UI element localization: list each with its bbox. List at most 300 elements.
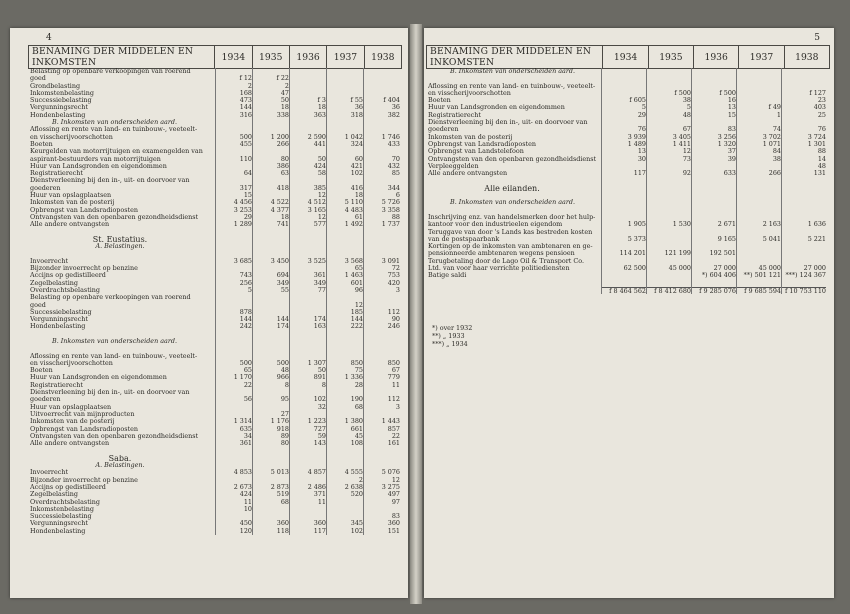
row-label: Dienstverleening bij den in-, uit- en doorvoer van (428, 119, 588, 127)
row-label: Kortingen op de inkomsten van ambtenaren en ge- (428, 243, 593, 251)
cell-value: 966 (276, 373, 289, 382)
cell-value: 1 301 (807, 139, 826, 148)
revenue-table-body (428, 68, 830, 294)
cell-value: 5 013 (270, 468, 289, 477)
row-label: Batige saldi (428, 272, 467, 280)
cell-value: 2 (358, 475, 363, 484)
table-row (428, 170, 830, 177)
cell-value: 74 (772, 125, 781, 134)
cell-value: 1 443 (381, 417, 400, 426)
cell-value: 15 (243, 191, 252, 200)
header-title: BENAMING DER MIDDELEN EN INKOMSTEN (29, 46, 215, 69)
cell-value: 63 (280, 169, 289, 178)
row-label: Aflossing en rente van land- en tuinbouw-, veeteelt- (30, 126, 198, 134)
cell-value: 168 (239, 88, 252, 97)
cell-value: 1 170 (233, 373, 252, 382)
cell-value: 95 (280, 395, 289, 404)
cell-value: 5 110 (344, 198, 363, 207)
cell-value: 520 (350, 490, 363, 499)
cell-value: f 9 285 076 (692, 287, 736, 295)
row-label: Huur van Landsgronden en eigendommen (30, 374, 167, 382)
row-label: Hondenbelasting (30, 323, 86, 331)
row-label: aspirant-bestuurders van motorrijtuigen (30, 155, 161, 163)
row-label: Hondenbelasting (30, 527, 86, 535)
table-row (30, 345, 402, 352)
row-label: Inkomsten van de posterij (30, 418, 115, 426)
cell-value: 3 (395, 285, 400, 294)
cell-value: f 127 (809, 88, 826, 97)
column-rule (252, 68, 253, 535)
row-label: Boeten (30, 140, 53, 148)
cell-value: 338 (276, 110, 289, 119)
row-label: A. Belastingen. (95, 243, 145, 251)
column-rule (736, 68, 737, 294)
cell-value: 37 (727, 147, 736, 156)
table-row (428, 221, 830, 228)
row-label: Huur van Landsgronden en eigendommen (30, 162, 167, 170)
cell-value: f 605 (629, 96, 646, 105)
row-label: Keurgelden van motorrijtuigen en examengelden van (30, 148, 203, 156)
footnote: ***) „ 1934 (432, 340, 468, 348)
cell-value: 741 (276, 220, 289, 229)
row-label: Invoerrecht (30, 469, 69, 477)
cell-value: 497 (387, 490, 400, 499)
cell-value: 61 (354, 212, 363, 221)
cell-value: 2 671 (717, 220, 736, 229)
table-header (426, 45, 830, 69)
table-row (428, 104, 830, 111)
cell-value: 4 483 (344, 205, 363, 214)
cell-value: 27 (280, 409, 289, 418)
header-year: 1935 (252, 46, 289, 69)
cell-value: 4 857 (307, 468, 326, 477)
row-label: Hondenbelasting (30, 111, 86, 119)
cell-value: 1 071 (762, 139, 781, 148)
cell-value: 4 555 (344, 468, 363, 477)
cell-value: 266 (768, 169, 781, 178)
row-label: Dienstverleening bij den in-, uit- en doorvoer van (30, 177, 190, 185)
cell-value: 48 (280, 366, 289, 375)
cell-value: 11 (391, 380, 400, 389)
cell-value: 121 199 (664, 249, 691, 258)
row-label: A. Belastingen. (95, 462, 145, 470)
cell-value: 3 939 (627, 132, 646, 141)
row-label: Opbrengst van Landsradioposten (30, 425, 138, 433)
cell-value: 56 (243, 395, 252, 404)
cell-value: 18 (280, 212, 289, 221)
cell-value: 25 (817, 110, 826, 119)
column-rule (691, 68, 692, 294)
cell-value: 39 (727, 154, 736, 163)
row-label: Successiebelasting (30, 308, 92, 316)
cell-value: 1 336 (344, 373, 363, 382)
cell-value: 416 (350, 183, 363, 192)
cell-value: 363 (313, 110, 326, 119)
cell-value: f 10 753 110 (782, 287, 826, 295)
cell-value: 30 (637, 154, 646, 163)
cell-value: 256 (239, 278, 252, 287)
cell-value: 424 (313, 161, 326, 170)
row-label: Inkomstenbelasting (30, 505, 94, 513)
row-label: B. Inkomsten van onderscheiden aard. (52, 337, 178, 345)
cell-value: 112 (387, 307, 400, 316)
cell-value: 694 (276, 271, 289, 280)
row-label: Belasting op openbare verkoopingen van roerend (30, 68, 191, 75)
cell-value: f 22 (276, 74, 289, 83)
cell-value: 38 (772, 154, 781, 163)
cell-value: f 404 (383, 96, 400, 105)
cell-value: 97 (391, 497, 400, 506)
page-number: 4 (46, 33, 52, 43)
row-label: pensionneerde ambtenaren wegens pensioen (428, 250, 575, 258)
cell-value: 266 (276, 139, 289, 148)
row-label: St. Eustatius. (92, 235, 148, 244)
cell-value: 59 (317, 431, 326, 440)
cell-value: 32 (317, 402, 326, 411)
cell-value: 92 (682, 169, 691, 178)
table-row (30, 185, 402, 192)
cell-value: 15 (727, 110, 736, 119)
cell-value: 89 (280, 431, 289, 440)
row-label: B. Inkomsten van onderscheiden aard. (450, 68, 576, 75)
cell-value: 161 (387, 439, 400, 448)
cell-value: 16 (727, 96, 736, 105)
cell-value: 418 (276, 183, 289, 192)
row-label: Boeten (428, 97, 451, 105)
row-label: Teruggave van door 's Lands kas bestreden kosten (428, 228, 593, 236)
cell-value: 29 (637, 110, 646, 119)
cell-value: 5 (686, 103, 691, 112)
cell-value: 102 (350, 169, 363, 178)
cell-value: 58 (317, 169, 326, 178)
cell-value: f 500 (719, 88, 736, 97)
cell-value: 22 (243, 380, 252, 389)
cell-value: 1 530 (672, 220, 691, 229)
cell-value: 190 (350, 395, 363, 404)
cell-value: 13 (637, 147, 646, 156)
cell-value: 45 000 (758, 264, 781, 273)
cell-value: 3 724 (807, 132, 826, 141)
row-label: Alle eilanden. (484, 184, 540, 193)
cell-value: 38 (682, 96, 691, 105)
cell-value: 117 (313, 526, 326, 535)
cell-value: 3 275 (381, 482, 400, 491)
cell-value: f 49 (768, 103, 781, 112)
cell-value: 441 (313, 139, 326, 148)
cell-value: 500 (276, 358, 289, 367)
footnotes (432, 324, 472, 348)
cell-value: 2 638 (344, 482, 363, 491)
cell-value: f 8 464 562 (602, 287, 646, 295)
cell-value: 108 (350, 439, 363, 448)
row-label: B. Inkomsten van onderscheiden aard. (450, 199, 576, 207)
table-row (30, 119, 402, 126)
table-row (30, 177, 402, 184)
column-rule (326, 68, 327, 535)
cell-value: 382 (387, 110, 400, 119)
cell-value: 72 (391, 264, 400, 273)
row-label: Zegelbelasting (30, 491, 78, 499)
cell-value: 2 163 (762, 220, 781, 229)
cell-value: 661 (350, 424, 363, 433)
cell-value: 1 320 (717, 139, 736, 148)
cell-value: 88 (817, 147, 826, 156)
cell-value: 174 (276, 322, 289, 331)
table-row (30, 499, 402, 506)
table-row (428, 148, 830, 155)
table-row (30, 418, 402, 425)
row-label: Ontvangsten van den openbaren gezondheidsdienst (30, 432, 199, 440)
table-row (428, 272, 830, 279)
cell-value: 2 (284, 81, 289, 90)
table-row (428, 177, 830, 184)
cell-value: 3 405 (672, 132, 691, 141)
row-label: B. Inkomsten van onderscheiden aard. (52, 119, 178, 127)
cell-value: 11 (317, 497, 326, 506)
table-row (428, 207, 830, 214)
revenue-table-body (30, 68, 402, 535)
table-row (30, 280, 402, 287)
cell-value: 174 (313, 315, 326, 324)
cell-value: 1 636 (807, 220, 826, 229)
row-label: Opbrengst van Landstelefoon (428, 148, 524, 156)
cell-value: 727 (313, 424, 326, 433)
cell-value: 23 (817, 96, 826, 105)
cell-value: 88 (391, 212, 400, 221)
cell-value: 83 (391, 512, 400, 521)
table-row (428, 199, 830, 206)
cell-value: 500 (239, 132, 252, 141)
table-row (428, 236, 830, 243)
cell-value: 55 (280, 285, 289, 294)
row-label: Vergunningsrecht (30, 316, 88, 324)
header-title: BENAMING DER MIDDELEN EN INKOMSTEN (427, 46, 603, 69)
table-row (30, 258, 402, 265)
table-row (30, 528, 402, 535)
row-label: goederen (428, 126, 459, 134)
cell-value: 222 (350, 322, 363, 331)
cell-value: 4 377 (270, 205, 289, 214)
row-label: kantoor voor den industrieelen eigendom (428, 221, 563, 229)
cell-value: 385 (313, 183, 326, 192)
cell-value: 3 450 (270, 256, 289, 265)
cell-value: 12 (682, 147, 691, 156)
cell-value: 76 (637, 125, 646, 134)
table-row (30, 513, 402, 520)
cell-value: 344 (387, 183, 400, 192)
cell-value: 73 (682, 154, 691, 163)
cell-value: 918 (276, 424, 289, 433)
cell-value: 1 176 (270, 417, 289, 426)
cell-value: 345 (350, 519, 363, 528)
cell-value: 432 (387, 161, 400, 170)
cell-value: 433 (387, 139, 400, 148)
cell-value: 1 200 (270, 132, 289, 141)
cell-value: 5 (247, 285, 252, 294)
column-rule (363, 68, 364, 535)
cell-value: 110 (239, 154, 252, 163)
row-label: Overdrachtsbelasting (30, 286, 101, 294)
table-row (30, 353, 402, 360)
row-label: Opbrengst van Landsradioposten (30, 206, 138, 214)
header-year: 1934 (603, 46, 648, 69)
cell-value: 27 000 (803, 264, 826, 273)
row-label: Bijzonder invoerrecht op benzine (30, 265, 138, 273)
row-label: Ltd. van voor haar verrichte politiediensten (428, 265, 570, 273)
row-label: Saba. (108, 454, 132, 463)
row-label: Bijzonder invoerrecht op benzine (30, 476, 138, 484)
cell-value: 12 (317, 212, 326, 221)
cell-value: 65 (243, 366, 252, 375)
cell-value: 144 (239, 315, 252, 324)
cell-value: 120 (239, 526, 252, 535)
cell-value: 163 (313, 322, 326, 331)
cell-value: 360 (276, 519, 289, 528)
cell-value: 2 590 (307, 132, 326, 141)
cell-value: 60 (354, 154, 363, 163)
row-label: Opbrengst van Landsradioposten (428, 140, 536, 148)
table-row (30, 396, 402, 403)
row-label: en visscherijvoorschotten (428, 89, 511, 97)
table-row (428, 280, 830, 287)
cell-value: 34 (243, 431, 252, 440)
cell-value: 3 685 (233, 256, 252, 265)
cell-value: 1 307 (307, 358, 326, 367)
column-rule (215, 68, 216, 535)
cell-value: 5 (641, 103, 646, 112)
cell-value: 12 (354, 300, 363, 309)
row-label: Grondbelasting (30, 82, 81, 90)
cell-value: 3 091 (381, 256, 400, 265)
table-row (428, 75, 830, 82)
cell-value: 850 (387, 358, 400, 367)
row-label: Dienstverleening bij den in-, uit- en doorvoer van (30, 389, 190, 397)
cell-value: 11 (243, 497, 252, 506)
page-number: 5 (814, 33, 820, 43)
cell-value: 455 (239, 139, 252, 148)
cell-value: 117 (633, 169, 646, 178)
cell-value: 519 (276, 490, 289, 499)
row-label: van de postspaarbank (428, 235, 500, 243)
header-year: 1936 (289, 46, 326, 69)
row-label: en visscherijvoorschotten (30, 359, 113, 367)
cell-value: f 500 (674, 88, 691, 97)
cell-value: f 8 412 680 (647, 287, 691, 295)
cell-value: 2 (247, 81, 252, 90)
cell-value: 77 (317, 285, 326, 294)
cell-value: 185 (350, 307, 363, 316)
cell-value: 5 041 (762, 234, 781, 243)
cell-value: 324 (350, 139, 363, 148)
cell-value: 48 (817, 161, 826, 170)
cell-value: 1 289 (233, 220, 252, 229)
cell-value: 1 411 (672, 139, 691, 148)
table-row (30, 506, 402, 513)
cell-value: 80 (280, 154, 289, 163)
table-row (30, 520, 402, 527)
cell-value: f 9 685 594 (737, 287, 781, 295)
cell-value: 76 (817, 125, 826, 134)
table-row (30, 207, 402, 214)
table-row (428, 185, 830, 192)
cell-value: 5 726 (381, 198, 400, 207)
cell-value: 753 (387, 271, 400, 280)
table-row (30, 141, 402, 148)
row-label: Alle andere ontvangsten (428, 170, 508, 178)
footnote: *) over 1932 (432, 324, 473, 332)
cell-value: 50 (280, 96, 289, 105)
table-row (428, 192, 830, 199)
table-row (428, 287, 830, 294)
table-row (30, 338, 402, 345)
header-year: 1935 (648, 46, 693, 69)
table-row (30, 382, 402, 389)
cell-value: 850 (350, 358, 363, 367)
cell-value: 891 (313, 373, 326, 382)
row-label: Alle andere ontvangsten (30, 221, 110, 229)
cell-value: 114 201 (619, 249, 646, 258)
table-row (428, 250, 830, 257)
header-year: 1938 (784, 46, 829, 69)
cell-value: 386 (276, 161, 289, 170)
row-label: Terugbetaling door de Lago Oil & Transport Co. (428, 257, 585, 265)
cell-value: **) 501 121 (743, 271, 781, 280)
cell-value: 246 (387, 322, 400, 331)
table-row (30, 491, 402, 498)
cell-value: 192 501 (709, 249, 736, 258)
cell-value: 371 (313, 490, 326, 499)
cell-value: 601 (350, 278, 363, 287)
row-label: Inkomsten van de posterij (428, 133, 513, 141)
cell-value: 22 (391, 431, 400, 440)
left-page (10, 28, 408, 598)
cell-value: 90 (391, 315, 400, 324)
cell-value: 4 456 (233, 198, 252, 207)
cell-value: 3 256 (717, 132, 736, 141)
cell-value: f 12 (239, 74, 252, 83)
row-label: Inkomsten van de posterij (30, 199, 115, 207)
cell-value: 5 076 (381, 468, 400, 477)
row-label: Accijns op gedistilleerd (30, 483, 106, 491)
right-page (424, 28, 834, 598)
cell-value: 421 (350, 161, 363, 170)
book-spine (410, 24, 422, 604)
cell-value: 318 (350, 110, 363, 119)
cell-value: 50 (317, 154, 326, 163)
cell-value: 635 (239, 424, 252, 433)
cell-value: 500 (239, 358, 252, 367)
cell-value: 1 042 (344, 132, 363, 141)
row-label: Huur van opslagplaatsen (30, 192, 112, 200)
cell-value: 420 (387, 278, 400, 287)
cell-value: 1 380 (344, 417, 363, 426)
cell-value: 18 (354, 191, 363, 200)
cell-value: 361 (313, 271, 326, 280)
cell-value: 1 463 (344, 271, 363, 280)
table-header (28, 45, 402, 69)
cell-value: 151 (387, 526, 400, 535)
column-rule (601, 68, 602, 294)
row-label: goed (30, 301, 46, 309)
cell-value: 67 (682, 125, 691, 134)
cell-value: 144 (239, 103, 252, 112)
row-label: Zegelbelasting (30, 279, 78, 287)
cell-value: 131 (813, 169, 826, 178)
cell-value: 18 (280, 103, 289, 112)
column-rule (781, 68, 782, 294)
cell-value: 361 (239, 439, 252, 448)
column-rule (289, 68, 290, 535)
